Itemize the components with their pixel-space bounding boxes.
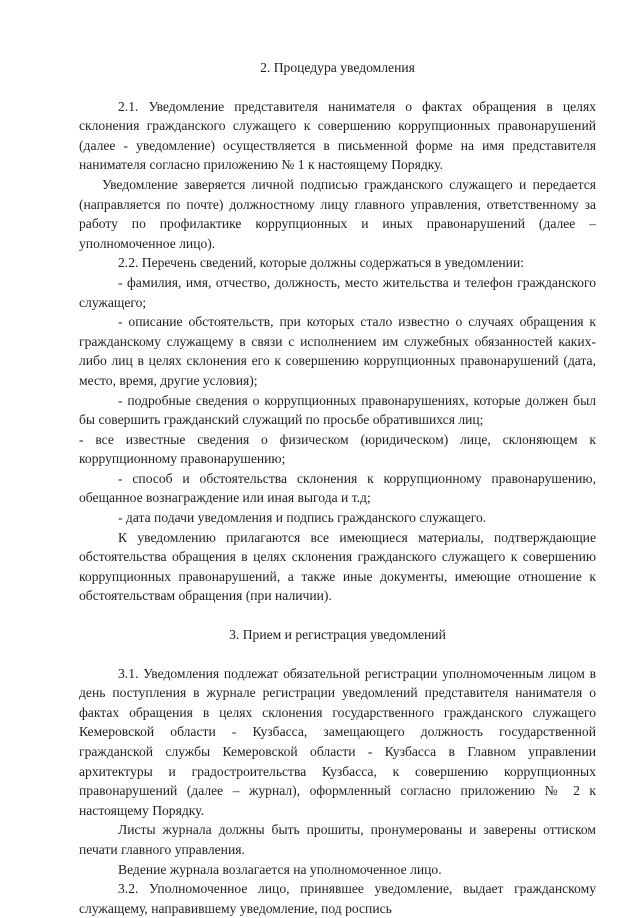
section-3-heading: 3. Прием и регистрация уведомлений xyxy=(229,627,446,643)
paragraph-2-2: 2.2. Перечень сведений, которые должны содержаться в уведомлении: xyxy=(118,255,525,271)
list-item-violations: - подробные сведения о коррупционных правонарушениях, которые должен был бы совершить гражданский служащий по просьбе обратившихся лиц; xyxy=(79,392,596,428)
list-item-method: - способ и обстоятельства склонения к коррупционному правонарушению, обещанное вознаграждение или иная выгода и т.д; xyxy=(79,470,596,506)
paragraph-journal-sheets: Листы журнала должны быть прошиты, пронумерованы и заверены оттиском печати главного управления. xyxy=(79,822,596,857)
list-item-date-signature: - дата подачи уведомления и подпись гражданского служащего. xyxy=(118,510,487,526)
paragraph-3-1: 3.1. Уведомления подлежат обязательной регистрации уполномоченным лицом в день поступления в журнале регистрации уведомлений представителя нанимателя о фактах обращения в целях склонения государственного гражданского служащего Кемеровской области - Кузбасса, замещающего должность государственной гражданской службы Кемеровской области - Кузбасса в Главном управлении архитектуры и градостроительства Кузбасса, к совершению коррупционных правонарушений (далее – журнал), оформленный согласно приложению № 2 к настоящему Порядку. xyxy=(79,665,596,818)
list-item-full-name: - фамилия, имя, отчество, должность, место жительства и телефон гражданского служащего; xyxy=(79,274,596,310)
list-item-circumstances: - описание обстоятельств, при которых стало известно о случаях обращения к гражданскому служащему в связи с исполнением им служебных обязанностей каких-либо лиц в целях склонения его к совершению коррупционных правонарушений (дата, место, время, другие условия); xyxy=(79,314,596,388)
paragraph-journal-keeping: Ведение журнала возлагается на уполномоченное лицо. xyxy=(118,861,442,877)
paragraph-attachments: К уведомлению прилагаются все имеющиеся материалы, подтверждающие обстоятельства обращения в целях склонения гражданского служащего к совершению коррупционных правонарушений, а также иные документы, имеющие отношение к обстоятельствам обращения (при наличии). xyxy=(79,529,596,604)
list-item-person-info: - все известные сведения о физическом (юридическом) лице, склоняющем к коррупционному правонарушению; xyxy=(79,431,596,467)
paragraph-3-2: 3.2. Уполномоченное лицо, принявшее уведомление, выдает гражданскому служащему, направившему уведомление, под роспись xyxy=(79,881,596,916)
document-page xyxy=(79,58,596,918)
paragraph-notification-signature: Уведомление заверяется личной подписью гражданского служащего и передается (направляется по почте) должностному лицу главного управления, ответственному за работу по профилактике коррупционных и иных правонарушений (далее – уполномоченное лицо). xyxy=(79,176,596,251)
paragraph-2-1: 2.1. Уведомление представителя нанимателя о фактах обращения в целях склонения гражданского служащего к совершению коррупционных правонарушений (далее - уведомление) осуществляется в письменной форме на имя представителя нанимателя согласно приложению № 1 к настоящему Порядку. xyxy=(79,98,596,173)
section-2-heading: 2. Процедура уведомления xyxy=(260,60,415,75)
